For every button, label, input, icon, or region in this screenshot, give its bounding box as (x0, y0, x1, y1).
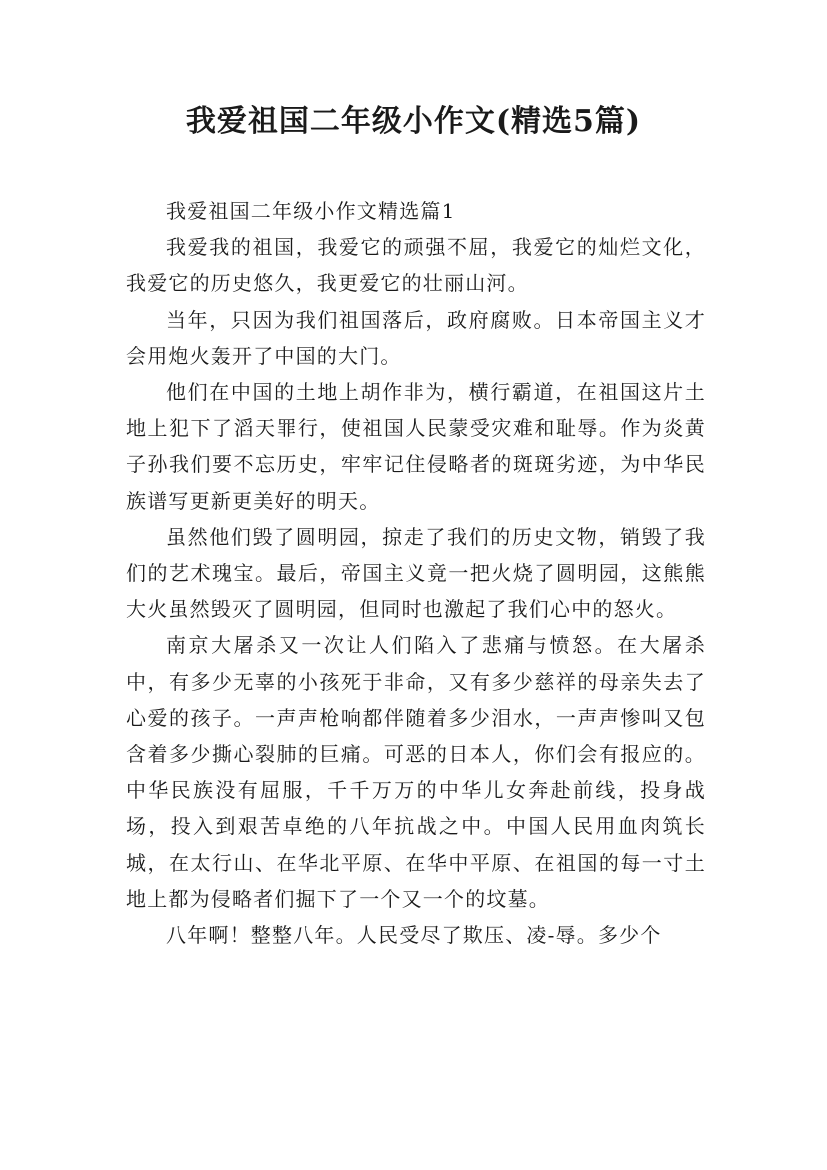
document-body (126, 193, 706, 953)
paragraph-5: 南京大屠杀又一次让人们陷入了悲痛与愤怒。在大屠杀中，有多少无辜的小孩死于非命，又有多少慈祥的母亲失去了心爱的孩子。一声声枪响都伴随着多少泪水，一声声惨叫又包含着多少撕心裂肺的巨痛。可恶的日本人，你们会有报应的。中华民族没有屈服，千千万万的中华儿女奔赴前线，投身战场，投入到艰苦卓绝的八年抗战之中。中国人民用血肉筑长城，在太行山、在华北平原、在华中平原、在祖国的每一寸土地上都为侵略者们掘下了一个又一个的坟墓。 (126, 633, 706, 911)
paragraph-2: 当年，只因为我们祖国落后，政府腐败。日本帝国主义才会用炮火轰开了中国的大门。 (126, 307, 706, 368)
paragraph-6: 八年啊！整整八年。人民受尽了欺压、凌-辱。多少个 (166, 923, 662, 948)
paragraph-1: 我爱我的祖国，我爱它的顽强不屈，我爱它的灿烂文化，我爱它的历史悠久，我更爱它的壮丽山河。 (126, 235, 706, 296)
paragraph-4: 虽然他们毁了圆明园，掠走了我们的历史文物，销毁了我们的艺术瑰宝。最后，帝国主义竟一把火烧了圆明园，这熊熊大火虽然毁灭了圆明园，但同时也激起了我们心中的怒火。 (126, 524, 706, 622)
section-heading: 我爱祖国二年级小作文精选篇1 (166, 199, 456, 223)
document-title: 我爱祖国二年级小作文(精选5篇) (185, 104, 642, 139)
paragraph-3: 他们在中国的土地上胡作非为，横行霸道，在祖国这片土地上犯下了滔天罪行，使祖国人民蒙受灾难和耻辱。作为炎黄子孙我们要不忘历史，牢牢记住侵略者的斑斑劣迹，为中华民族谱写更新更美好的明天。 (126, 380, 706, 513)
